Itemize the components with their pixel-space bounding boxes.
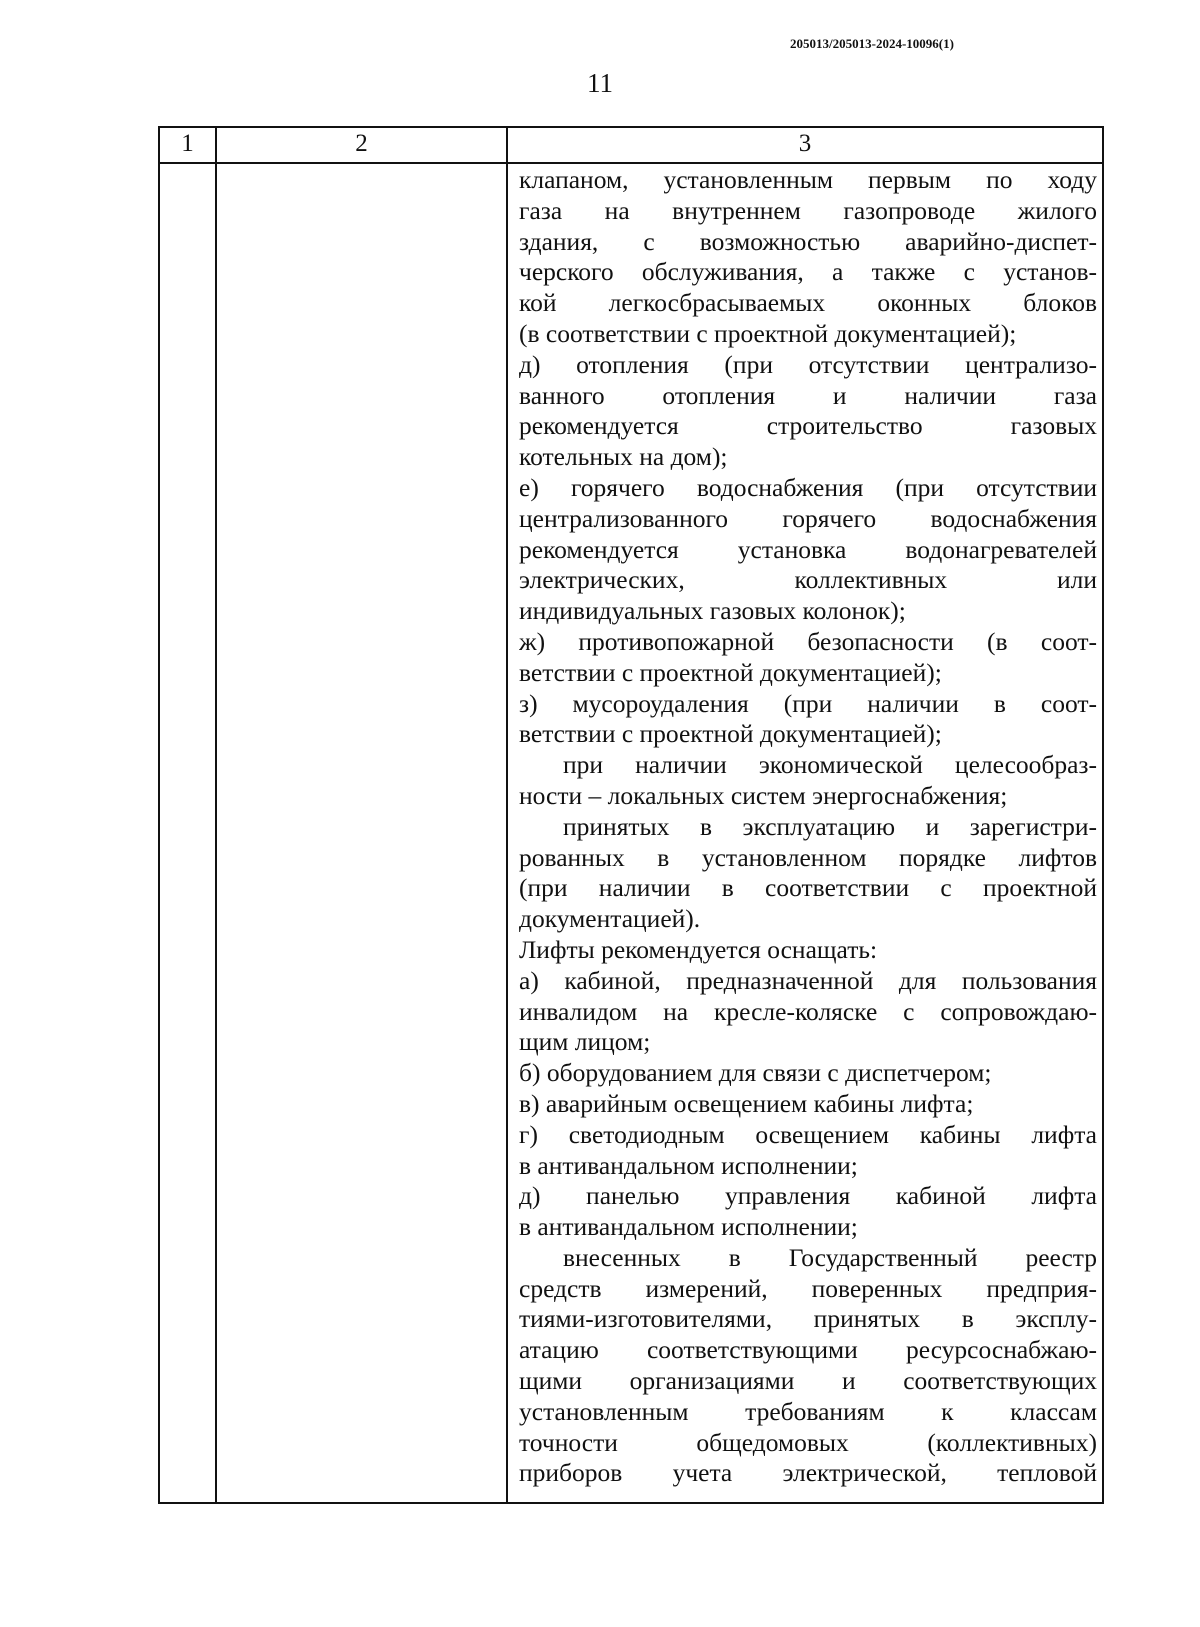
text-line: внесенных в Государственный реестр [563, 1242, 1097, 1272]
text-line: в антивандальном исполнении; [519, 1212, 858, 1242]
text-line: точности общедомовых (коллективных) [519, 1427, 1097, 1457]
document-number: 205013/205013-2024-10096(1) [790, 36, 954, 51]
text-line: в) аварийным освещением кабины лифта; [519, 1088, 974, 1118]
text-line: здания, с возможностью аварийно-диспет- [519, 226, 1097, 256]
column-divider [215, 128, 217, 1502]
text-line: д) панелью управления кабиной лифта [519, 1181, 1097, 1211]
text-line: рекомендуется строительство газовых [519, 411, 1097, 441]
text-line: тиями-изготовителями, принятых в эксплу- [519, 1304, 1097, 1334]
text-line: при наличии экономической целесообраз- [563, 750, 1097, 780]
text-line: котельных на дом); [519, 442, 728, 472]
text-line: приборов учета электрической, тепловой [519, 1458, 1097, 1488]
text-line: атацию соответствующими ресурсоснабжаю- [519, 1335, 1097, 1365]
text-line: кой легкосбрасываемых оконных блоков [519, 288, 1097, 318]
text-line: централизованного горячего водоснабжения [519, 503, 1097, 533]
text-line: ванного отопления и наличии газа [519, 380, 1097, 410]
text-line: документацией). [519, 904, 701, 934]
column-3-text [519, 165, 1097, 1501]
text-line: е) горячего водоснабжения (при отсутствии [519, 472, 1097, 502]
text-line: а) кабиной, предназначенной для пользования [519, 965, 1097, 995]
column-divider [506, 128, 508, 1502]
text-line: электрических, коллективных или [519, 565, 1097, 595]
page-number: 11 [587, 68, 613, 98]
text-line: д) отопления (при отсутствии централизо- [519, 349, 1097, 379]
text-line: щими организациями и соответствующих [519, 1366, 1097, 1396]
text-line: средств измерений, поверенных предприя- [519, 1273, 1097, 1303]
text-line: индивидуальных газовых колонок); [519, 596, 906, 626]
column-header-1: 1 [181, 130, 194, 157]
text-line: Лифты рекомендуется оснащать: [519, 934, 878, 964]
column-header-3: 3 [798, 130, 812, 157]
text-line: ности – локальных систем энергоснабжения; [519, 780, 1008, 810]
text-line: з) мусороудаления (при наличии в соот- [519, 688, 1097, 718]
text-line: установленным требованиям к классам [519, 1396, 1097, 1426]
header-divider [160, 162, 1102, 164]
text-line: в антивандальном исполнении; [519, 1150, 858, 1180]
text-line: (в соответствии с проектной документацией); [519, 318, 1017, 348]
text-line: рекомендуется установка водонагревателей [519, 534, 1097, 564]
text-line: инвалидом на кресле-коляске с сопровождаю- [519, 996, 1097, 1026]
text-line: рованных в установленном порядке лифтов [519, 842, 1097, 872]
text-line: ветствии с проектной документацией); [519, 719, 942, 749]
document-table [158, 126, 1104, 1504]
text-line: щим лицом; [519, 1027, 651, 1057]
text-line: газа на внутреннем газопроводе жилого [519, 195, 1097, 225]
text-line: ж) противопожарной безопасности (в соот- [519, 626, 1097, 656]
text-line: принятых в эксплуатацию и зарегистри- [563, 811, 1097, 841]
text-line: черского обслуживания, а также с установ- [519, 257, 1097, 287]
column-header-2: 2 [355, 130, 368, 157]
text-line: б) оборудованием для связи с диспетчером; [519, 1058, 992, 1088]
text-line: ветствии с проектной документацией); [519, 657, 942, 687]
text-line: клапаном, установленным первым по ходу [519, 165, 1097, 194]
text-line: (при наличии в соответствии с проектной [519, 873, 1097, 903]
text-line: г) светодиодным освещением кабины лифта [519, 1119, 1097, 1149]
